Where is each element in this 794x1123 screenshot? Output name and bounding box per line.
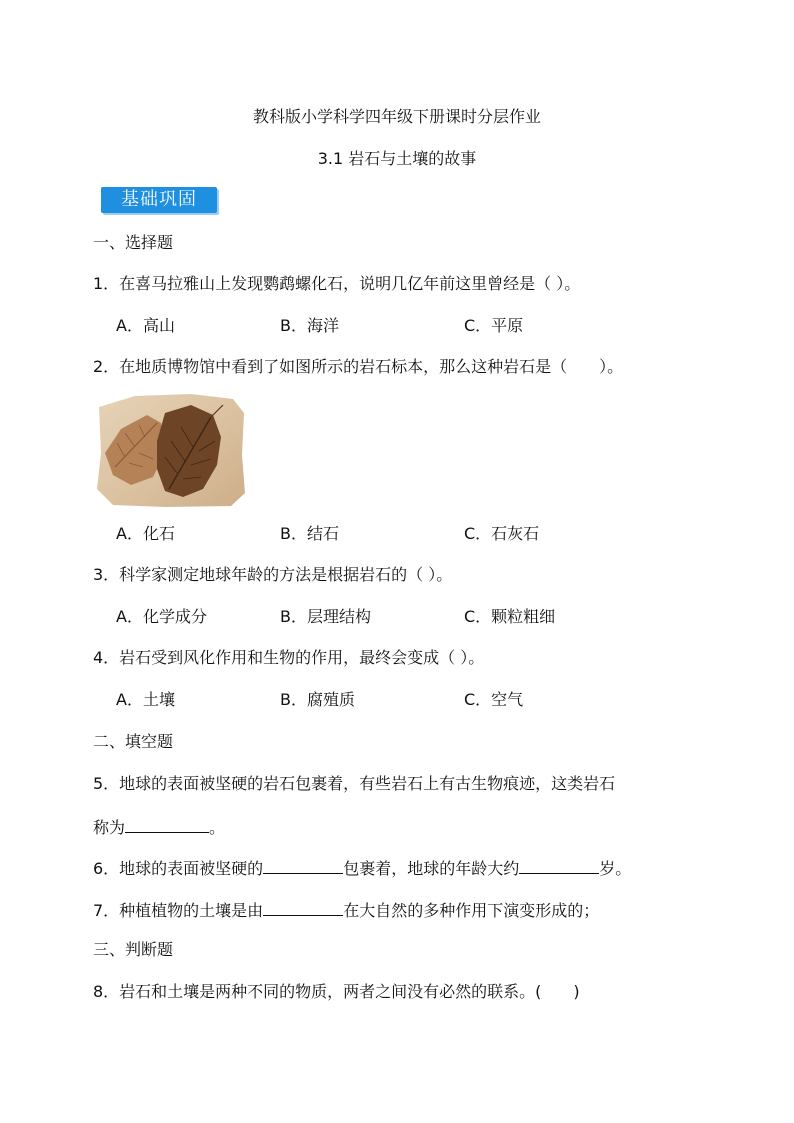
q6-suffix: 岁。 [599,859,632,878]
q6-answer-blank-2[interactable] [519,857,599,874]
q4-option-c: C．空气 [464,690,524,709]
q1-option-c: C．平原 [464,316,524,335]
q1-option-a: A．高山 [116,316,175,335]
page-title: 教科版小学科学四年级下册课时分层作业 [252,107,541,126]
q2-option-c: C．石灰石 [464,524,540,543]
q2-option-a: A．化石 [116,524,175,543]
q6-middle: 包裹着，地球的年龄大约 [343,859,520,878]
question-2: 2．在地质博物馆中看到了如图所示的岩石标本，那么这种岩石是（ ）。 [93,357,624,376]
section-heading-choice: 一、选择题 [93,233,174,252]
q7-answer-blank[interactable] [263,899,343,916]
leaf-fossil-image [95,393,246,508]
question-7 [93,899,599,921]
question-8: 8．岩石和土壤是两种不同的物质，两者之间没有必然的联系。( ) [93,982,580,1001]
q4-option-a: A．土壤 [116,690,175,709]
question-5-line2 [93,816,225,838]
q3-option-b: B．层理结构 [280,607,371,626]
question-4: 4．岩石受到风化作用和生物的作用，最终会变成（ ）。 [93,648,485,667]
question-6 [93,857,631,879]
q6-answer-blank-1[interactable] [263,857,343,874]
question-5: 5．地球的表面被坚硬的岩石包裹着，有些岩石上有古生物痕迹，这类岩石 [93,774,616,793]
q7-prefix: 7．种植植物的土壤是由 [93,901,264,920]
question-1: 1．在喜马拉雅山上发现鹦鹉螺化石，说明几亿年前这里曾经是（ ）。 [93,274,581,293]
q5-prefix: 称为 [93,818,126,837]
section-badge-label: 基础巩固 [121,189,197,210]
section-heading-fill: 二、填空题 [93,732,174,751]
question-3: 3．科学家测定地球年龄的方法是根据岩石的（ ）。 [93,565,453,584]
q3-option-c: C．颗粒粗细 [464,607,556,626]
section-badge [101,187,217,213]
q6-prefix: 6．地球的表面被坚硬的 [93,859,264,878]
q3-option-a: A．化学成分 [116,607,207,626]
section-heading-judge: 三、判断题 [93,940,174,959]
q1-option-b: B．海洋 [280,316,339,335]
q2-option-b: B．结石 [280,524,339,543]
q7-suffix: 在大自然的多种作用下演变形成的； [343,901,600,920]
q4-option-b: B．腐殖质 [280,690,355,709]
page-subtitle: 3.1 岩石与土壤的故事 [317,149,477,168]
q5-suffix: 。 [209,818,226,837]
q5-answer-blank[interactable] [125,816,209,833]
